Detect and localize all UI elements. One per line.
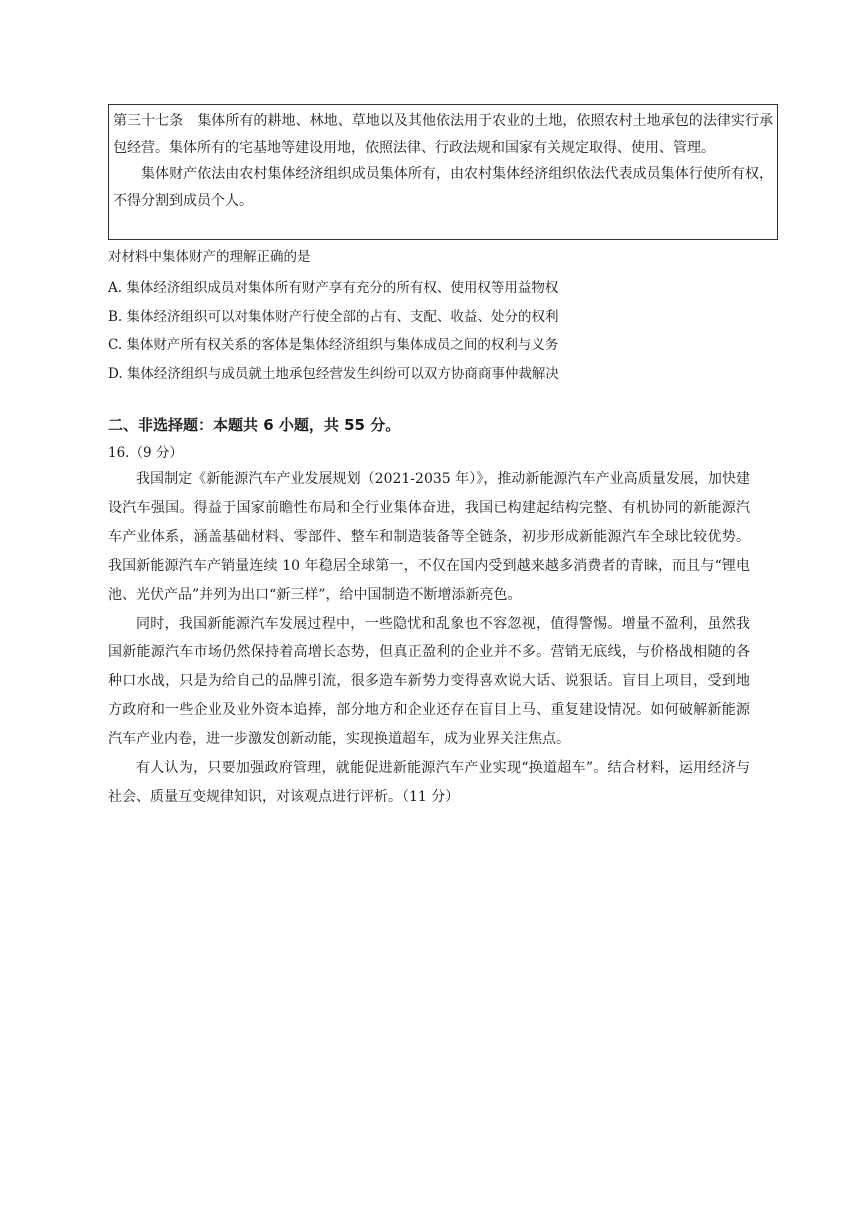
question-material <box>108 465 750 812</box>
material-paragraph-2: 集体财产依法由农村集体经济组织成员集体所有，由农村集体经济组织依法代表成员集体行使所有权，不得分割到成员个人。 <box>113 166 773 209</box>
material-paragraph: 同时，我国新能源汽车发展过程中，一些隐忧和乱象也不容忽视，值得警惕。增量不盈利，虽然我国新能源汽车市场仍然保持着高增长态势，但真正盈利的企业并不多。营销无底线，与价格战相随的各种口水战，只是为给自己的品牌引流，很多造车新势力变得喜欢说大话、说狠话。盲目上项目，受到地方政府和一些企业及业外资本追捧，部分地方和企业还存在盲目上马、重复建设情况。如何破解新能源汽车产业内卷，进一步激发创新动能，实现换道超车，成为业界关注焦点。 <box>108 615 750 748</box>
material-box <box>108 104 778 240</box>
material-paragraph: 我国制定《新能源汽车产业发展规划（2021-2035 年）》，推动新能源汽车产业高质量发展，加快建设汽车强国。得益于国家前瞻性布局和全行业集体奋进，我国已构建起结构完整、有机协同的新能源汽车产业体系，涵盖基础材料、零部件、整车和制造装备等全链条，初步形成新能源汽车全球比较优势。我国新能源汽车产销量连续 10 年稳居全球第一，不仅在国内受到越来越多消费者的青睐，而且与“锂电池、光伏产品”并列为出口“新三样”，给中国制造不断增添新亮色。 <box>108 471 750 603</box>
question-stem: 对材料中集体财产的理解正确的是 <box>108 249 311 265</box>
answer-options <box>108 274 788 389</box>
option-b: B. 集体经济组织可以对集体财产行使全部的占有、支配、收益、处分的权利 <box>108 308 559 325</box>
question-prompt: 有人认为，只要加强政府管理，就能促进新能源汽车产业实现“换道超车”。结合材料，运用经济与社会、质量互变规律知识，对该观点进行评析。（11 分） <box>108 760 750 805</box>
question-number: 16.（9 分） <box>108 445 183 461</box>
material-paragraph-1: 第三十七条 集体所有的耕地、林地、草地以及其他依法用于农业的土地，依照农村土地承包的法律实行承包经营。集体所有的宅基地等建设用地，依照法律、行政法规和国家有关规定取得、使用、管理。 <box>113 113 773 156</box>
option-a: A. 集体经济组织成员对集体所有财产享有充分的所有权、使用权等用益物权 <box>108 280 559 296</box>
option-c: C. 集体财产所有权关系的客体是集体经济组织与集体成员之间的权利与义务 <box>108 337 559 354</box>
section-title: 二、非选择题：本题共 6 小题，共 55 分。 <box>108 416 401 434</box>
option-d: D. 集体经济组织与成员就土地承包经营发生纠纷可以双方协商商事仲裁解决 <box>108 366 559 383</box>
